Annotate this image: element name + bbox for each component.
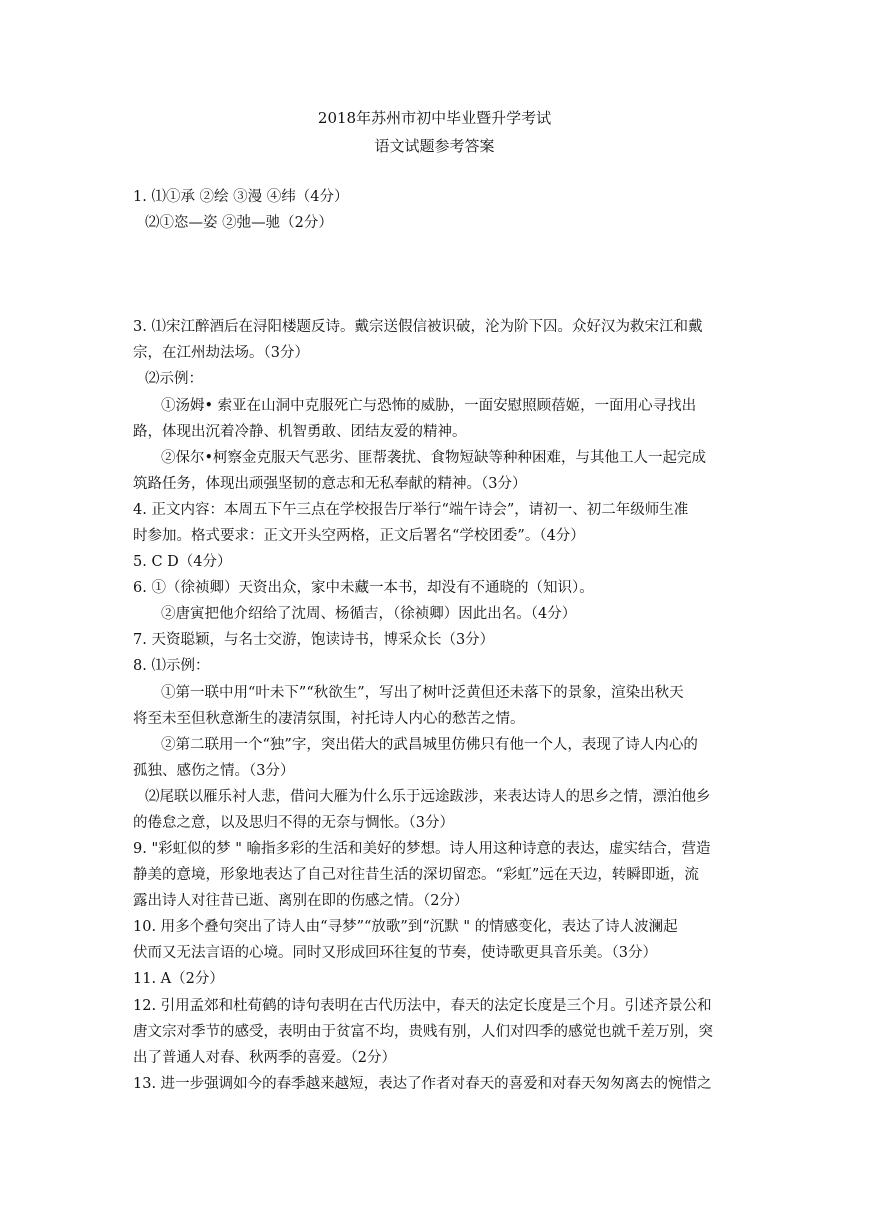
answer-9-line-1: 9. "彩虹似的梦 " 喻指多彩的生活和美好的梦想。诗人用这种诗意的表达，虚实结合，营造 xyxy=(133,841,711,857)
answer-3-line-2: 宗，在江州劫法场。（3分） xyxy=(133,345,309,361)
answer-8-example-label: 8. ⑴示例： xyxy=(133,658,210,674)
answer-8-part-2-line-2: 的倦怠之意，以及思归不得的无奈与惆怅。（3分） xyxy=(133,815,454,831)
answer-8-example-1-line-2: 将至未至但秋意渐生的凄清氛围，衬托诗人内心的愁苦之情。 xyxy=(133,711,525,727)
answer-1-line-2: ⑵①恣—姿 ②弛—驰（2分） xyxy=(145,215,333,231)
answer-3-example-1-line-2: 路，体现出沉着冷静、机智勇敢、团结友爱的精神。 xyxy=(133,424,467,440)
answer-3-example-2-line-1: ②保尔•柯察金克服天气恶劣、匪帮袭扰、食物短缺等种种困难，与其他工人一起完成 xyxy=(161,450,707,466)
answer-12-line-3: 出了普通人对春、秋两季的喜爱。（2分） xyxy=(133,1050,396,1066)
answer-7: 7. 天资聪颖，与名士交游，饱读诗书，博采众长（3分） xyxy=(133,632,495,648)
answer-3-example-1-line-1: ①汤姆• 索亚在山洞中克服死亡与恐怖的威胁，一面安慰照顾蓓姬，一面用心寻找出 xyxy=(161,398,697,414)
document-title: 2018年苏州市初中毕业暨升学考试 xyxy=(317,109,552,127)
answer-8-example-2-line-2: 孤独、感伤之情。（3分） xyxy=(133,763,295,779)
answer-12-line-1: 12. 引用孟郊和杜荀鹤的诗句表明在古代历法中，春天的法定长度是三个月。引述齐景公和 xyxy=(133,998,712,1014)
answer-4-line-1: 4. 正文内容：本周五下午三点在学校报告厅举行“端午诗会”，请初一、初二年级师生准 xyxy=(133,502,689,518)
answer-10-line-1: 10. 用多个叠句突出了诗人由“寻梦”“放歌”到“沉默 " 的情感变化，表达了诗人波澜起 xyxy=(133,919,678,935)
answer-6-line-2: ②唐寅把他介绍给了沈周、杨循吉，（徐祯卿）因此出名。（4分） xyxy=(161,606,577,622)
answer-9-line-3: 露出诗人对往昔已逝、离别在即的伤感之情。（2分） xyxy=(133,893,469,909)
answer-10-line-2: 伏而又无法言语的心境。同时又形成回环往复的节奏，使诗歌更具音乐美。（3分） xyxy=(133,945,657,961)
answer-1-line-1: 1. ⑴①承 ②绘 ③漫 ④纬（4分） xyxy=(133,189,349,205)
answer-3-example-label: ⑵示例： xyxy=(145,371,203,387)
answer-8-part-2-line-1: ⑵尾联以雁乐衬人悲，借问大雁为什么乐于远途跋涉，来表达诗人的思乡之情，漂泊他乡 xyxy=(145,789,711,805)
answer-12-line-2: 唐文宗对季节的感受，表明由于贫富不均，贵贱有别，人们对四季的感觉也就千差万别，突 xyxy=(133,1024,713,1040)
answer-13-line-1: 13. 进一步强调如今的春季越来越短，表达了作者对春天的喜爱和对春天匆匆离去的惋惜之 xyxy=(133,1076,712,1092)
answer-6-line-1: 6. ①（徐祯卿）天资出众，家中未藏一本书，却没有不通晓的（知识）。 xyxy=(133,580,594,596)
answer-8-example-2-line-1: ②第二联用一个“独”字，突出偌大的武昌城里仿佛只有他一个人，表现了诗人内心的 xyxy=(161,737,698,753)
answer-5: 5. C D（4分） xyxy=(133,554,232,570)
answer-8-example-1-line-1: ①第一联中用“叶未下”“秋欲生”，写出了树叶泛黄但还未落下的景象，渲染出秋天 xyxy=(161,685,684,701)
answer-3-example-2-line-2: 筑路任务，体现出顽强坚韧的意志和无私奉献的精神。（3分） xyxy=(133,476,527,492)
answer-4-line-2: 时参加。格式要求：正文开头空两格，正文后署名“学校团委”。（4分） xyxy=(133,528,585,544)
answer-3-line-1: 3. ⑴宋江醉酒后在浔阳楼题反诗。戴宗送假信被识破，沦为阶下囚。众好汉为救宋江和戴 xyxy=(133,319,703,335)
answer-9-line-2: 静美的意境，形象地表达了自己对往昔生活的深切留恋。“彩虹”远在天边，转瞬即逝，流 xyxy=(133,867,699,883)
document-subtitle: 语文试题参考答案 xyxy=(374,137,495,155)
answer-11: 11. A（2分） xyxy=(133,971,224,987)
